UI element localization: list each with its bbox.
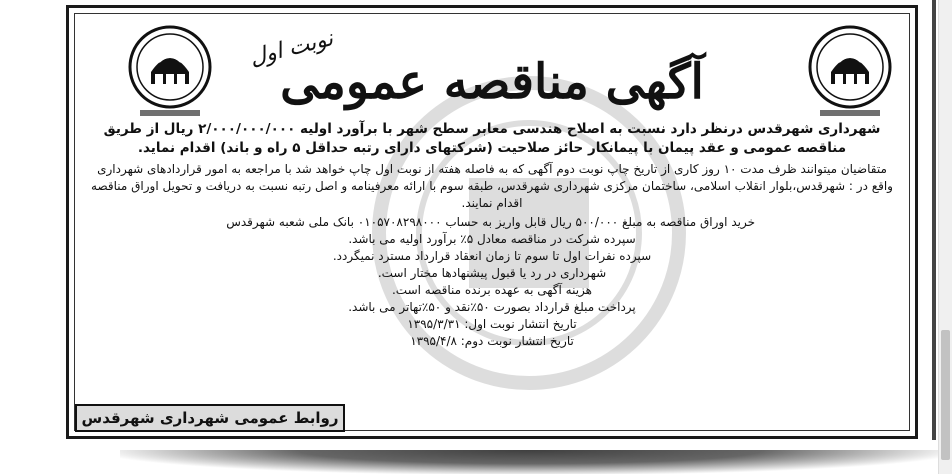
public-relations-footer: روابط عمومی شهرداری شهرقدس xyxy=(75,404,345,432)
condition-line: سپرده شرکت در مناقصه معادل ۵٪ برآورد اولیه می باشد. xyxy=(348,232,636,246)
tender-conditions xyxy=(89,214,895,350)
first-publication-date: تاریخ انتشار نوبت اول: ۱۳۹۵/۳/۳۱ xyxy=(407,317,577,331)
condition-line: خرید اوراق مناقصه به مبلغ ۵۰۰/۰۰۰ ریال قابل واریز به حساب ۰۱۰۵۷۰۸۲۹۸۰۰۰ بانک ملی شعبه شهرقدس xyxy=(226,215,755,229)
page-shadow xyxy=(120,450,940,474)
condition-line: پرداخت مبلغ قرارداد بصورت ۵۰٪نقد و ۵۰٪تهاتر می باشد. xyxy=(348,300,636,314)
page-edge xyxy=(932,0,936,440)
notice-round-label: نوبت اول xyxy=(247,26,336,71)
tender-notice xyxy=(66,5,918,439)
applicant-instructions: متقاضیان میتوانند ظرف مدت ۱۰ روز کاری از تاریخ چاپ نوبت دوم آگهی که به فاصله هفته از نوبت اول چاپ خواهد شد با مراجعه به امور قراردادهای شهرداری واقع در : شهرقدس،بلوار انقلاب اسلامی، ساختمان مرکزی شهرداری شهرقدس، طبقه سوم با ارائه معرفینامه و اصل رتبه نسبت به دریافت و تحویل اوراق مناقصه اقدام نمایند. xyxy=(91,162,893,210)
vertical-scrollbar[interactable] xyxy=(938,0,952,474)
notice-body xyxy=(89,120,895,350)
condition-line: سپرده نفرات اول تا سوم تا زمان انعقاد قرارداد مسترد نمیگردد. xyxy=(332,249,652,263)
second-publication-date: تاریخ انتشار نوبت دوم: ۱۳۹۵/۴/۸ xyxy=(410,334,574,348)
tender-description: شهرداری شهرقدس درنظر دارد نسبت به اصلاح هندسی معابر سطح شهر با برآورد اولیه ۲/۰۰۰/۰۰۰/۰۰۰ ریال از طریق مناقصه عمومی و عقد پیمان با پیمانکار حائز صلاحیت (شرکتهای دارای رتبه حداقل ۵ راه و باند) اقدام نماید. xyxy=(103,121,881,156)
scrollbar-thumb[interactable] xyxy=(941,330,950,460)
condition-line: هزینه آگهی به عهده برنده مناقصه است. xyxy=(391,283,592,297)
condition-line: شهرداری در رد یا قبول پیشنهادها مختار است. xyxy=(377,266,607,280)
notice-title: آگهی مناقصه عمومی xyxy=(280,54,704,110)
